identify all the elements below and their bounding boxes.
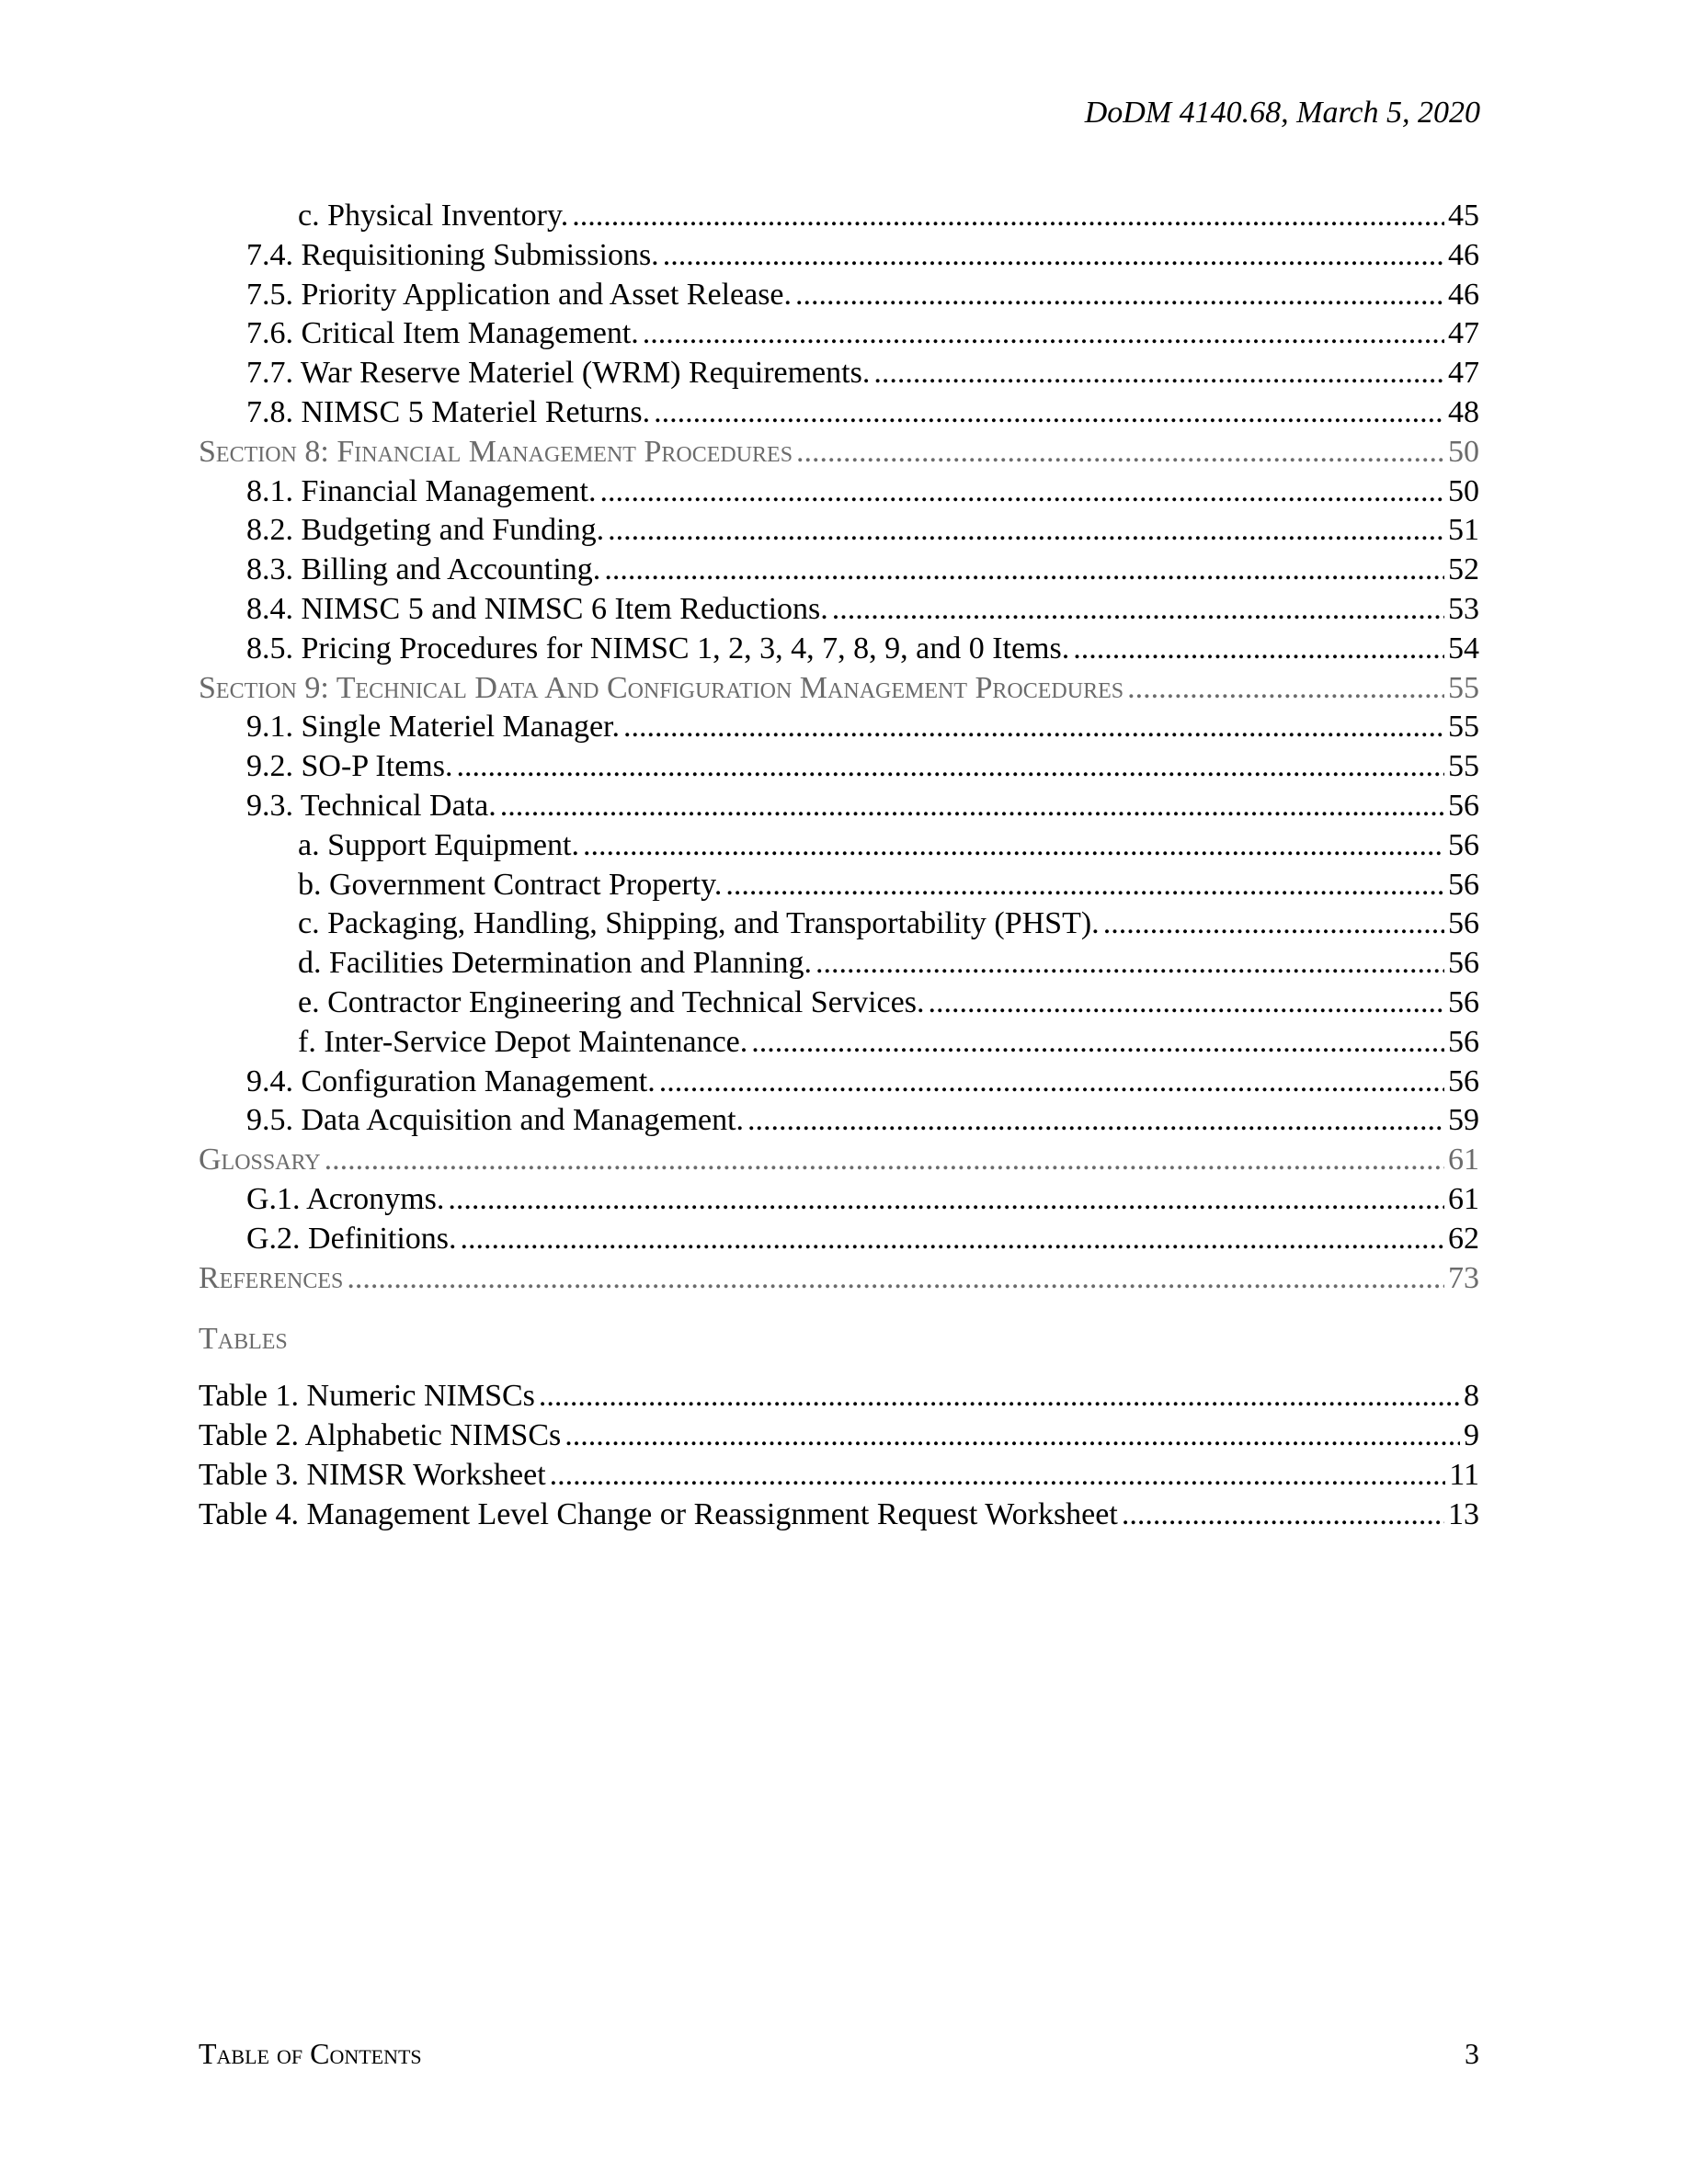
toc-entry[interactable] [199, 197, 1479, 236]
dot-leader [604, 551, 1444, 590]
table-list-entry[interactable] [199, 1416, 1479, 1456]
table-entry-label: Table 3. NIMSR Worksheet [199, 1457, 546, 1492]
toc-entry-page: 55 [1448, 710, 1479, 745]
dot-leader [565, 1416, 1460, 1456]
dot-leader [583, 826, 1444, 866]
table-entry-label: Table 2. Alphabetic NIMSCs [199, 1418, 562, 1453]
toc-entry-label: 8.1. Financial Management. [246, 473, 597, 508]
toc-section-entry[interactable] [199, 433, 1479, 472]
toc-entry[interactable] [199, 904, 1479, 944]
toc-entry-page: 56 [1448, 906, 1479, 941]
toc-entry-page: 59 [1448, 1103, 1479, 1138]
dot-leader [815, 944, 1444, 984]
table-entry-page: 8 [1464, 1379, 1479, 1414]
toc-entry[interactable] [199, 472, 1479, 512]
dot-leader [747, 1101, 1444, 1141]
dot-leader [572, 197, 1444, 236]
dot-leader [796, 433, 1444, 472]
toc-entry-page: 55 [1448, 749, 1479, 784]
table-of-contents [199, 197, 1479, 1535]
toc-entry-label: c. Packaging, Handling, Shipping, and Transportability (PHST). [298, 906, 1100, 941]
toc-entry[interactable] [199, 551, 1479, 590]
toc-entry-label: 9.2. SO-P Items. [246, 749, 453, 784]
table-list-entry[interactable] [199, 1377, 1479, 1416]
dot-leader [1127, 669, 1444, 709]
toc-entry-page: 56 [1448, 1064, 1479, 1098]
toc-entry-page: 61 [1448, 1143, 1479, 1177]
toc-entry-label: 8.4. NIMSC 5 and NIMSC 6 Item Reductions. [246, 591, 828, 626]
dot-leader [1122, 1496, 1444, 1535]
dot-leader [600, 472, 1444, 512]
toc-entry[interactable] [199, 826, 1479, 866]
toc-entry-page: 56 [1448, 788, 1479, 823]
toc-entry[interactable] [199, 1220, 1479, 1259]
toc-entry-page: 48 [1448, 394, 1479, 429]
dot-leader [347, 1259, 1444, 1299]
table-entry-page: 11 [1449, 1457, 1479, 1492]
dot-leader [608, 511, 1444, 551]
toc-entry[interactable] [199, 393, 1479, 433]
toc-entry-page: 56 [1448, 827, 1479, 862]
dot-leader [550, 1456, 1446, 1496]
toc-entry-label: G.1. Acronyms. [246, 1181, 445, 1216]
toc-entry[interactable] [199, 511, 1479, 551]
toc-section-label: Section 8: Financial Management Procedures [199, 434, 793, 469]
dot-leader [659, 1063, 1444, 1102]
dot-leader [1103, 904, 1444, 944]
toc-entry-page: 47 [1448, 316, 1479, 351]
toc-entry-page: 51 [1448, 513, 1479, 548]
toc-entry[interactable] [199, 708, 1479, 747]
dot-leader [1073, 630, 1444, 669]
toc-entry[interactable] [199, 590, 1479, 630]
toc-entry-page: 73 [1448, 1260, 1479, 1295]
toc-entry-label: c. Physical Inventory. [298, 199, 569, 233]
toc-entry-page: 46 [1448, 277, 1479, 312]
table-entry-label: Table 1. Numeric NIMSCs [199, 1379, 535, 1414]
toc-entry[interactable] [199, 1101, 1479, 1141]
toc-entry-page: 61 [1448, 1181, 1479, 1216]
toc-entry-label: 7.4. Requisitioning Submissions. [246, 237, 659, 272]
toc-section-entry[interactable] [199, 669, 1479, 709]
toc-entry-label: 7.8. NIMSC 5 Materiel Returns. [246, 394, 651, 429]
toc-entry-label: 9.1. Single Materiel Manager. [246, 710, 621, 745]
toc-entry-label: 8.3. Billing and Accounting. [246, 552, 601, 587]
toc-section-label: Glossary [199, 1143, 321, 1177]
toc-section-entry[interactable] [199, 1259, 1479, 1299]
toc-entry[interactable] [199, 354, 1479, 393]
toc-entry-label: 9.5. Data Acquisition and Management. [246, 1103, 745, 1138]
toc-entry-label: d. Facilities Determination and Planning. [298, 946, 813, 981]
dot-leader [456, 747, 1444, 787]
toc-entry[interactable] [199, 866, 1479, 905]
toc-entry[interactable] [199, 984, 1479, 1023]
table-list-entry[interactable] [199, 1496, 1479, 1535]
toc-entry-label: 7.5. Priority Application and Asset Release. [246, 277, 793, 312]
toc-entry-page: 50 [1448, 473, 1479, 508]
page-footer [199, 2037, 1479, 2071]
dot-leader [448, 1180, 1444, 1220]
toc-entry-page: 56 [1448, 946, 1479, 981]
toc-entry-label: 7.6. Critical Item Management. [246, 316, 639, 351]
page-number: 3 [1465, 2037, 1479, 2070]
table-entry-label: Table 4. Management Level Change or Reassignment Request Worksheet [199, 1496, 1118, 1531]
dot-leader [461, 1220, 1444, 1259]
toc-entry-page: 46 [1448, 237, 1479, 272]
toc-entry[interactable] [199, 1180, 1479, 1220]
dot-leader [873, 354, 1444, 393]
dot-leader [325, 1141, 1444, 1180]
toc-entry-page: 54 [1448, 631, 1479, 665]
toc-entry-label: 9.3. Technical Data. [246, 788, 496, 823]
toc-entry-page: 56 [1448, 867, 1479, 902]
toc-section-label: Section 9: Technical Data And Configuration Management Procedures [199, 670, 1124, 705]
toc-entry-label: a. Support Equipment. [298, 827, 579, 862]
tables-heading-block [199, 1298, 1479, 1377]
dot-leader [832, 590, 1444, 630]
toc-entry[interactable] [199, 1023, 1479, 1063]
toc-entry-page: 53 [1448, 591, 1479, 626]
dot-leader [643, 314, 1444, 354]
toc-entry-label: 9.4. Configuration Management. [246, 1064, 656, 1098]
dot-leader [751, 1023, 1444, 1063]
table-entry-page: 9 [1464, 1418, 1479, 1453]
footer-title: Table of Contents [199, 2037, 422, 2070]
toc-entry-label: b. Government Contract Property. [298, 867, 723, 902]
dot-leader [539, 1377, 1460, 1416]
dot-leader [654, 393, 1444, 433]
toc-entry-label: 8.2. Budgeting and Funding. [246, 513, 605, 548]
toc-entry-label: G.2. Definitions. [246, 1221, 457, 1256]
toc-entry-page: 50 [1448, 434, 1479, 469]
toc-entry-page: 56 [1448, 1024, 1479, 1059]
dot-leader [725, 866, 1444, 905]
toc-entry-page: 47 [1448, 356, 1479, 391]
dot-leader [795, 276, 1444, 315]
toc-entry-page: 45 [1448, 199, 1479, 233]
toc-entry[interactable] [199, 1063, 1479, 1102]
dot-leader [500, 787, 1444, 826]
toc-entry[interactable] [199, 944, 1479, 984]
table-list-entry[interactable] [199, 1456, 1479, 1496]
dot-leader [928, 984, 1444, 1023]
toc-entry-page: 52 [1448, 552, 1479, 587]
toc-entry[interactable] [199, 787, 1479, 826]
toc-entry-label: 8.5. Pricing Procedures for NIMSC 1, 2, 3, 4, 7, 8, 9, and 0 Items. [246, 631, 1070, 665]
dot-leader [623, 708, 1444, 747]
table-entry-page: 13 [1448, 1496, 1479, 1531]
dot-leader [663, 236, 1444, 276]
toc-entry-page: 55 [1448, 670, 1479, 705]
toc-section-entry[interactable] [199, 1141, 1479, 1180]
toc-entry-label: f. Inter-Service Depot Maintenance. [298, 1024, 748, 1059]
toc-entry[interactable] [199, 236, 1479, 276]
toc-entry[interactable] [199, 747, 1479, 787]
toc-entry-label: e. Contractor Engineering and Technical Services. [298, 984, 925, 1019]
toc-entry-page: 62 [1448, 1221, 1479, 1256]
toc-entry-label: 7.7. War Reserve Materiel (WRM) Requirements. [246, 356, 871, 391]
toc-entry[interactable] [199, 276, 1479, 315]
toc-entry[interactable] [199, 314, 1479, 354]
toc-entry[interactable] [199, 630, 1479, 669]
page-header: DoDM 4140.68, March 5, 2020 [1084, 96, 1480, 130]
toc-entry-page: 56 [1448, 984, 1479, 1019]
toc-section-label: References [199, 1260, 344, 1295]
tables-heading: Tables [199, 1322, 288, 1357]
